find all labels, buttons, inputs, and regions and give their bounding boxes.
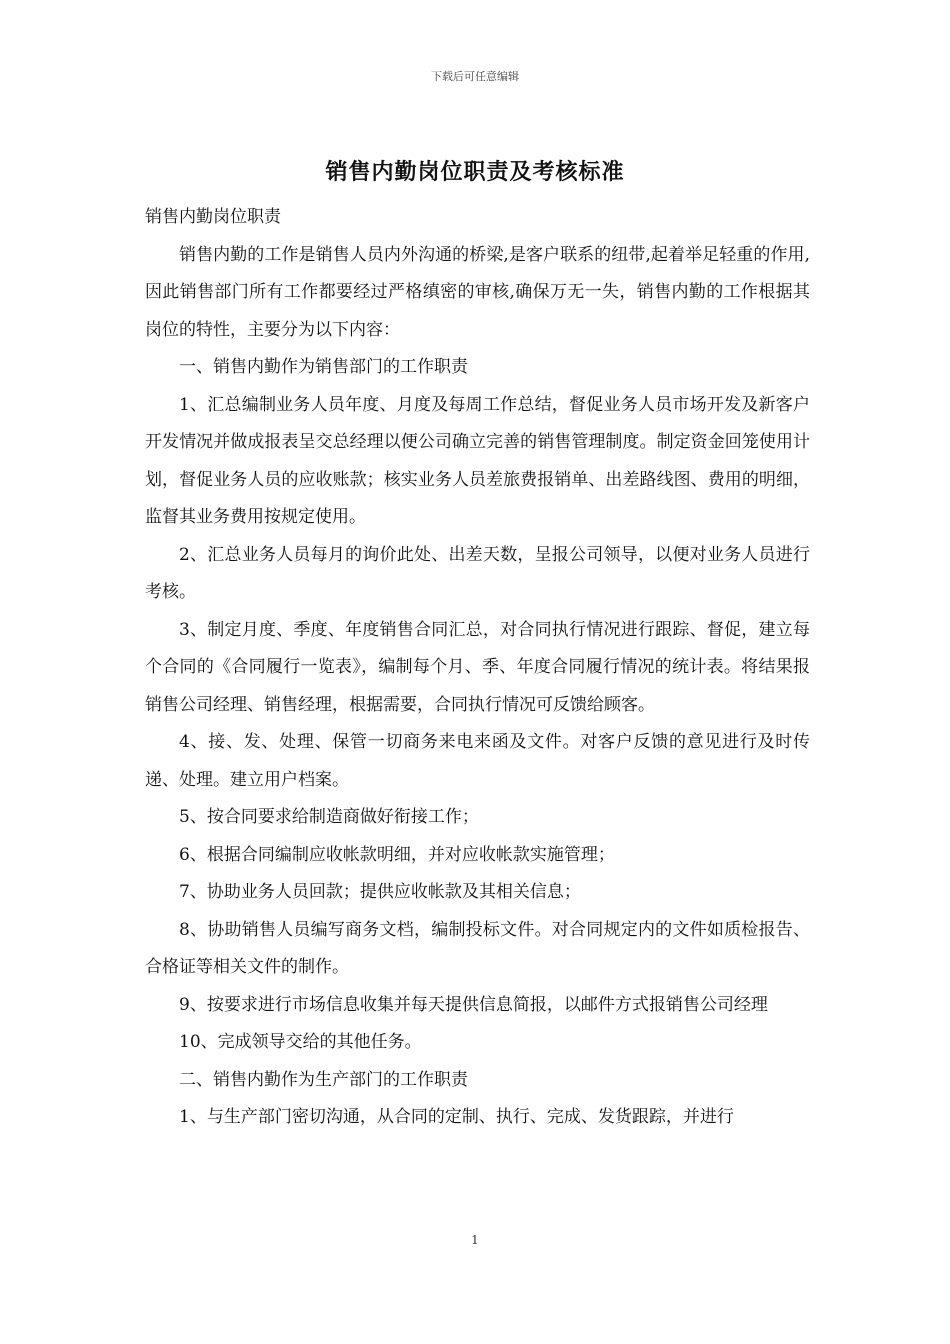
paragraph-production-item-1: 1、与生产部门密切沟通，从合同的定制、执行、完成、发货跟踪，并进行 bbox=[179, 1107, 734, 1127]
heading-sales-duties: 一、销售内勤作为销售部门的工作职责 bbox=[179, 357, 468, 377]
paragraph-item-5: 5、按合同要求给制造商做好衔接工作； bbox=[179, 807, 479, 827]
section-label: 销售内勤岗位职责 bbox=[145, 207, 281, 227]
paragraph-intro: 销售内勤的工作是销售人员内外沟通的桥梁,是客户联系的纽带,起着举足轻重的作用,因此销售部门所有工作都要经过严格缜密的审核,确保万无一失，销售内勤的工作根据其岗位的特性，主要分为以下内容： bbox=[145, 244, 810, 340]
paragraph-item-2: 2、汇总业务人员每月的询价此处、出差天数，呈报公司领导，以便对业务人员进行考核。 bbox=[145, 544, 810, 602]
paragraph-item-3: 3、制定月度、季度、年度销售合同汇总，对合同执行情况进行跟踪、督促，建立每个合同的《合同履行一览表》，编制每个月、季、年度合同履行情况的统计表。将结果报销售公司经理、销售经理，根据需要，合同执行情况可反馈给顾客。 bbox=[145, 619, 810, 715]
heading-production-duties: 二、销售内勤作为生产部门的工作职责 bbox=[179, 1069, 468, 1090]
paragraph-item-8: 8、协助销售人员编写商务文档，编制投标文件。对合同规定内的文件如质检报告、合格证等相关文件的制作。 bbox=[145, 919, 810, 977]
paragraph-item-10: 10、完成领导交给的其他任务。 bbox=[179, 1032, 422, 1052]
document-body bbox=[145, 199, 810, 1137]
paragraph-item-1: 1、汇总编制业务人员年度、月度及每周工作总结，督促业务人员市场开发及新客户开发情况并做成报表呈交总经理以便公司确立完善的销售管理制度。制定资金回笼使用计划，督促业务人员的应收账款；核实业务人员差旅费报销单、出差路线图、费用的明细，监督其业务费用按规定使用。 bbox=[145, 394, 810, 527]
header-note: 下载后可任意编辑 bbox=[431, 70, 519, 83]
paragraph-item-6: 6、根据合同编制应收帐款明细，并对应收帐款实施管理； bbox=[179, 844, 615, 865]
paragraph-item-7: 7、协助业务人员回款；提供应收帐款及其相关信息； bbox=[179, 882, 581, 902]
document-title: 销售内勤岗位职责及考核标准 bbox=[325, 160, 625, 185]
page-number: 1 bbox=[471, 1233, 479, 1247]
paragraph-item-4: 4、接、发、处理、保管一切商务来电来函及文件。对客户反馈的意见进行及时传递、处理。建立用户档案。 bbox=[145, 732, 810, 790]
paragraph-item-9: 9、按要求进行市场信息收集并每天提供信息简报，以邮件方式报销售公司经理 bbox=[179, 994, 768, 1015]
